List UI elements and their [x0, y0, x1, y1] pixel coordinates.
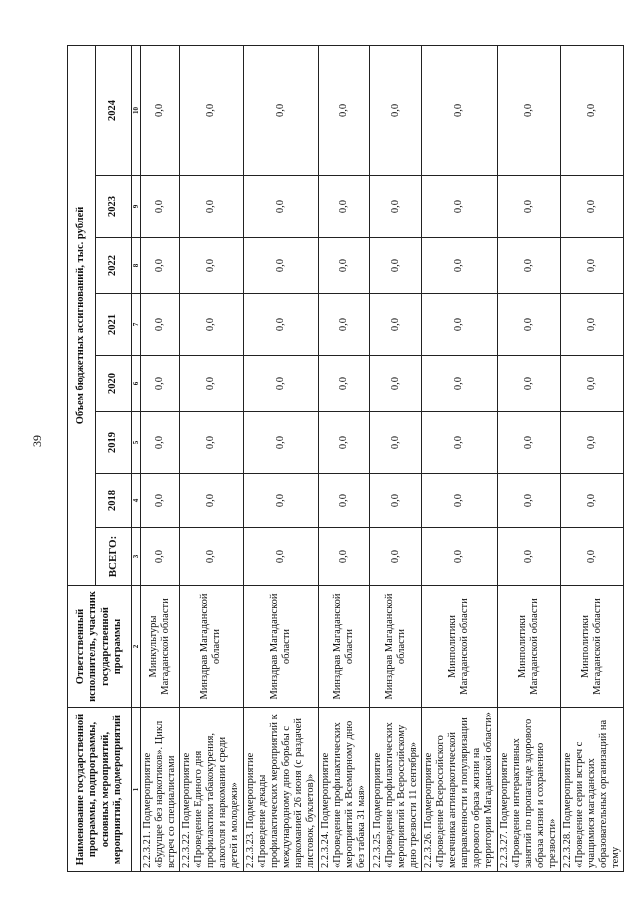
row-value: 0,0 [141, 412, 180, 474]
row-value: 0,0 [497, 474, 560, 528]
row-value: 0,0 [370, 474, 422, 528]
row-value: 0,0 [497, 412, 560, 474]
column-index: 2 [132, 586, 141, 708]
row-value: 0,0 [560, 412, 623, 474]
row-name: 2.2.3.21. Подмероприятие «Будущее без наркотиков». Цикл встреч со специалистами [141, 708, 180, 872]
column-index: 3 [132, 528, 141, 586]
row-value: 0,0 [243, 294, 318, 356]
column-index: 10 [132, 45, 141, 175]
row-responsible: Минполитики Магаданской области [497, 586, 560, 708]
row-value: 0,0 [560, 474, 623, 528]
table-row [318, 45, 369, 871]
row-value: 0,0 [560, 176, 623, 238]
row-value: 0,0 [180, 356, 243, 412]
row-value: 0,0 [318, 45, 369, 175]
row-value: 0,0 [422, 412, 497, 474]
row-value: 0,0 [422, 176, 497, 238]
row-value: 0,0 [318, 238, 369, 294]
column-index: 1 [132, 708, 141, 872]
table-row [141, 45, 180, 871]
row-responsible: Минздрав Магаданской области [243, 586, 318, 708]
rotated-table-container [67, 46, 622, 872]
row-value: 0,0 [370, 176, 422, 238]
column-index: 7 [132, 294, 141, 356]
header-year: 2021 [96, 294, 132, 356]
row-value: 0,0 [370, 294, 422, 356]
row-value: 0,0 [141, 356, 180, 412]
row-value-total: 0,0 [180, 528, 243, 586]
header-year: 2024 [96, 45, 132, 175]
column-index: 9 [132, 176, 141, 238]
row-value: 0,0 [141, 176, 180, 238]
row-value: 0,0 [243, 474, 318, 528]
row-name: 2.2.3.26. Подмероприятие «Проведение Всероссийского месячника антинаркотической направленности и популяризации здорового образа жизни на территории Магаданской области» [422, 708, 497, 872]
row-value: 0,0 [497, 356, 560, 412]
row-value: 0,0 [422, 238, 497, 294]
row-value: 0,0 [243, 356, 318, 412]
row-value: 0,0 [180, 238, 243, 294]
row-name: 2.2.3.25. Подмероприятие «Проведение профилактических мероприятий к Всероссийскому дню трезвости 11 сентября» [370, 708, 422, 872]
row-value: 0,0 [497, 238, 560, 294]
row-responsible: Минздрав Магаданской области [318, 586, 369, 708]
table-row [560, 45, 623, 871]
row-responsible: Минполитики Магаданской области [422, 586, 497, 708]
table-row [370, 45, 422, 871]
column-index: 8 [132, 238, 141, 294]
row-value: 0,0 [318, 474, 369, 528]
header-year: 2023 [96, 176, 132, 238]
row-value: 0,0 [422, 474, 497, 528]
row-value: 0,0 [243, 176, 318, 238]
column-index-row [132, 45, 141, 871]
row-value: 0,0 [422, 356, 497, 412]
row-value: 0,0 [180, 474, 243, 528]
header-responsible-column: Ответственный исполнитель, участник государственной программы [68, 586, 132, 708]
row-value: 0,0 [318, 176, 369, 238]
header-budget-group: Объем бюджетных ассигнований, тыс. рублей [68, 45, 96, 585]
row-value-total: 0,0 [370, 528, 422, 586]
row-value: 0,0 [243, 238, 318, 294]
row-name: 2.2.3.28. Подмероприятие «Проведение серии встреч с учащимися магаданских образовательных организаций на тему [560, 708, 623, 872]
row-value: 0,0 [180, 412, 243, 474]
row-value: 0,0 [318, 412, 369, 474]
header-year: 2018 [96, 474, 132, 528]
row-value-total: 0,0 [318, 528, 369, 586]
row-value: 0,0 [370, 356, 422, 412]
row-value: 0,0 [243, 412, 318, 474]
row-value-total: 0,0 [422, 528, 497, 586]
row-value: 0,0 [497, 45, 560, 175]
row-name: 2.2.3.22. Подмероприятие «Проведение Единого дня профилактики табакокурения, алкоголя и наркомании среди детей и молодежи» [180, 708, 243, 872]
row-value: 0,0 [370, 412, 422, 474]
row-value: 0,0 [560, 45, 623, 175]
column-index: 5 [132, 412, 141, 474]
row-name: 2.2.3.27. Подмероприятие «Проведение интерактивных занятий по пропаганде здорового образа жизни и сохранению трезвости» [497, 708, 560, 872]
row-value: 0,0 [141, 238, 180, 294]
row-value-total: 0,0 [560, 528, 623, 586]
header-year: 2022 [96, 238, 132, 294]
row-value: 0,0 [560, 356, 623, 412]
row-value: 0,0 [560, 294, 623, 356]
row-responsible: Минкультуры Магаданской области [141, 586, 180, 708]
header-total: ВСЕГО: [96, 528, 132, 586]
row-value: 0,0 [422, 45, 497, 175]
row-value: 0,0 [318, 356, 369, 412]
row-value: 0,0 [422, 294, 497, 356]
row-value: 0,0 [141, 294, 180, 356]
row-value: 0,0 [180, 176, 243, 238]
table-row [243, 45, 318, 871]
column-index: 6 [132, 356, 141, 412]
row-value: 0,0 [370, 238, 422, 294]
row-responsible: Минздрав Магаданской области [370, 586, 422, 708]
table-row [422, 45, 497, 871]
row-value: 0,0 [141, 45, 180, 175]
row-value: 0,0 [370, 45, 422, 175]
budget-table [67, 45, 624, 872]
header-year: 2020 [96, 356, 132, 412]
row-value: 0,0 [497, 294, 560, 356]
row-value: 0,0 [243, 45, 318, 175]
row-responsible: Минполитики Магаданской области [560, 586, 623, 708]
row-value-total: 0,0 [141, 528, 180, 586]
row-value: 0,0 [180, 294, 243, 356]
row-name: 2.2.3.24. Подмероприятие «Проведение профилактических мероприятий к Всемирному дню без табака 31 мая» [318, 708, 369, 872]
row-value: 0,0 [180, 45, 243, 175]
row-responsible: Минздрав Магаданской области [180, 586, 243, 708]
header-year: 2019 [96, 412, 132, 474]
row-value: 0,0 [141, 474, 180, 528]
header-name-column: Наименование государственной программы, подпрограммы, основных мероприятий, мероприятий, подмероприятий [68, 708, 132, 872]
table-row [497, 45, 560, 871]
row-value: 0,0 [318, 294, 369, 356]
row-value-total: 0,0 [497, 528, 560, 586]
row-value: 0,0 [497, 176, 560, 238]
row-value: 0,0 [560, 238, 623, 294]
table-row [180, 45, 243, 871]
column-index: 4 [132, 474, 141, 528]
row-name: 2.2.3.23. Подмероприятие «Проведение декады профилактических мероприятий к международному дню борьбы с наркоманией 26 июня (с раздачей листовок, буклетов)» [243, 708, 318, 872]
row-value-total: 0,0 [243, 528, 318, 586]
page-number: 39 [30, 435, 44, 447]
